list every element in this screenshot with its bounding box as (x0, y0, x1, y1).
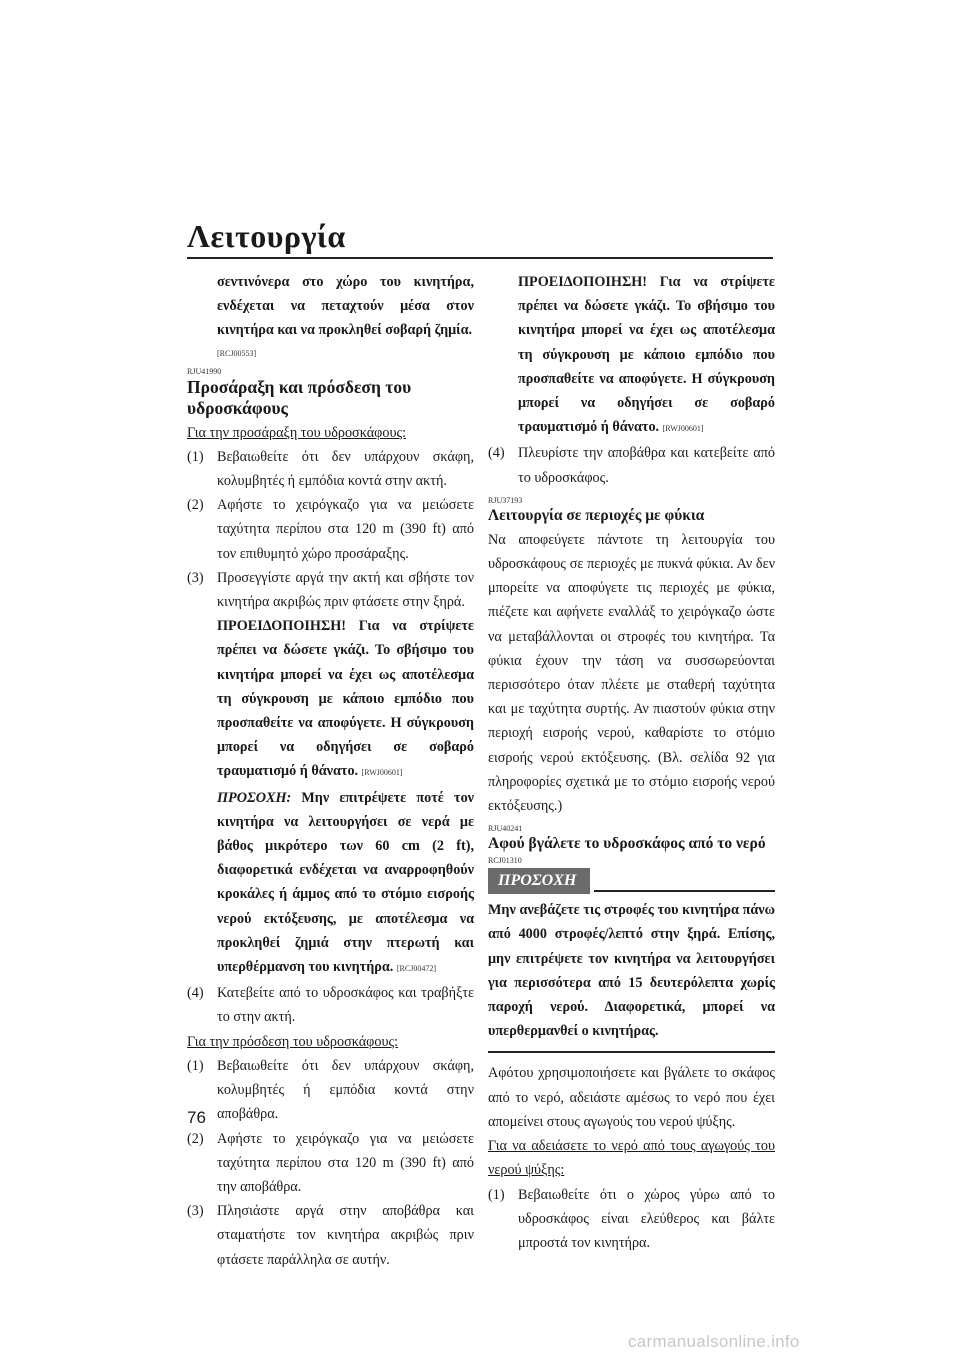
section3-code: RJU40241 (488, 824, 523, 834)
caution-code: RCJ01310 (488, 856, 522, 866)
section1-heading: Προσάραξη και πρόσδεση του υδροσκάφους (187, 376, 412, 418)
header-rule (187, 257, 773, 259)
after-use-body: Αφότου χρησιμοποιήσετε και βγάλετε το σκάφος από το νερό, αδειάστε αμέσως το νερό που έχει απομείνει στους αγωγούς του νερού ψύξης. (488, 1065, 775, 1130)
item-number: (3) (187, 569, 204, 586)
list-item (187, 1199, 474, 1272)
left-column (187, 270, 474, 1272)
list-item (488, 1183, 775, 1256)
intro-code: [RCJ00553] (217, 348, 257, 358)
warning-text: ΠΡΟΕΙΔΟΠΟΙΗΣΗ! Για να στρίψετε πρέπει να δώσετε γκάζι. Το σβήσιμο του κινητήρα μπορεί να έχει ως αποτέλεσμα τη σύγκρουση με κάποιο εμπόδιο που προσπαθείτε να αποφύγετε. Η σύγκρουση μπορεί να οδηγήσει σε σοβαρό τραυματισμό ή θάνατο. [RWJ00601] (217, 618, 474, 780)
item-number: (2) (187, 497, 204, 514)
item-number: (4) (488, 445, 505, 462)
item-text: Πλησιάστε αργά στην αποβάθρα και σταματήστε τον κινητήρα ακριβώς πριν φτάσετε παράλληλα σε αυτήν. (217, 1203, 474, 1268)
right-column (488, 270, 775, 1255)
intro-warning: σεντινόνερα στο χώρο του κινητήρα, ενδέχεται να πεταχτούν μέσα στον κινητήρα και να προκληθεί σοβαρή ζημία. (217, 274, 474, 339)
list-item (187, 1127, 474, 1200)
caution-rule-bottom (488, 1051, 775, 1053)
section3-heading: Αφού βγάλετε το υδροσκάφος από το νερό (488, 835, 766, 853)
item-text: Κατεβείτε από το υδροσκάφος και τραβήξτε το στην ακτή. (217, 985, 474, 1026)
list-item (488, 441, 775, 489)
warning-code: [RWJ00601] (361, 768, 403, 778)
dock-subheading: Για την πρόσδεση του υδροσκάφους: (187, 1033, 399, 1050)
caution-text: Μην ανεβάζετε τις στροφές του κινητήρα πάνω από 4000 στροφές/λεπτό στην ξηρά. Επίσης, μην επιτρέψετε τον κινητήρα να λειτουργήσει για περισσότερα από 15 δευτερόλεπτα χωρίς παροχή νερού. Διαφορετικά, μπορεί να υπερθερμανθεί ο κινητήρας. (488, 902, 775, 1040)
caution-rule-top (594, 890, 775, 892)
page-title: Λειτουργία (187, 218, 346, 254)
page-number: 76 (187, 1108, 206, 1127)
list-item (187, 445, 474, 493)
section2-heading: Λειτουργία σε περιοχές με φύκια (488, 506, 705, 524)
warning-code: [RWJ00601] (662, 424, 704, 434)
item-text: Προσεγγίστε αργά την ακτή και σβήστε τον κινητήρα ακριβώς πριν φτάσετε στην ξηρά. (217, 569, 474, 611)
item-text: Βεβαιωθείτε ότι ο χώρος γύρω από το υδροσκάφος είναι ελεύθερος και βάλτε μπροστά τον κινητήρα. (518, 1186, 775, 1251)
item-number: (3) (187, 1203, 204, 1220)
section2-code: RJU37193 (488, 495, 523, 505)
item-number: (1) (488, 1186, 505, 1203)
item-number: (2) (187, 1130, 204, 1147)
list-item (187, 566, 474, 981)
list-item (187, 1054, 474, 1127)
item-text: Αφήστε το χειρόγκαζο για να μειώσετε ταχύτητα περίπου στα 120 m (390 ft) από τον επιθυμητό χώρο προσάραξης. (217, 497, 474, 562)
notice-text: ΠΡΟΣΟΧΗ: Μην επιτρέψετε ποτέ τον κινητήρα να λειτουργήσει σε νερά με βάθος μικρότερο των 60 cm (2 ft), διαφορετικά ενδέχεται να αναρροφηθούν κροκάλες ή άμμος από το στόμιο εισροής νερού εκτόξευσης, με αποτέλεσμα να προκληθεί ζημιά στην πτερωτή και υπερθέρμανση του κινητήρα. [RCJ00472] (217, 789, 475, 976)
seaweed-body: Να αποφεύγετε πάντοτε τη λειτουργία του υδροσκάφους σε περιοχές με πυκνά φύκια. Αν δεν μπορείτε να αποφύγετε τις περιοχές με φύκια, πιέζετε και αφήνετε εναλλάξ το χειρόγκαζο ώστε να μεταβάλλονται οι στροφές του κινητήρα. Τα φύκια έχουν την τάση να συσσωρεύονται περισσότερο όταν πλέετε με σταθερή ταχύτητα και με ταχύτητα συρτής. Αν πιαστούν φύκια στην περιοχή εισροής νερού, καθαρίστε το στόμιο εισροής νερού εκτόξευσης. (Βλ. σελίδα 92 για πληροφορίες σχετικά με το στόμιο εισροής νερού εκτόξευσης.) (488, 531, 775, 815)
notice-label: ΠΡΟΣΟΧΗ: (217, 789, 292, 806)
item-text: Βεβαιωθείτε ότι δεν υπάρχουν σκάφη, κολυμβητές ή εμπόδια κοντά στην αποβάθρα. (217, 1057, 474, 1123)
item-text: Πλευρίστε την αποβάθρα και κατεβείτε από το υδροσκάφος. (518, 445, 775, 486)
item-number: (1) (187, 1057, 204, 1074)
item-text: Αφήστε το χειρόγκαζο για να μειώσετε ταχύτητα περίπου στα 120 m (390 ft) από την αποβάθρα. (217, 1130, 474, 1195)
list-item (187, 493, 474, 566)
dock-warning: ΠΡΟΕΙΔΟΠΟΙΗΣΗ! Για να στρίψετε πρέπει να δώσετε γκάζι. Το σβήσιμο του κινητήρα μπορεί να έχει ως αποτέλεσμα τη σύγκρουση με κάποιο εμπόδιο που προσπαθείτε να αποφύγετε. Η σύγκρουση μπορεί να οδηγήσει σε σοβαρό τραυματισμό ή θάνατο. [RWJ00601] (518, 274, 775, 436)
caution-header (488, 868, 775, 894)
item-text: Βεβαιωθείτε ότι δεν υπάρχουν σκάφη, κολυμβητές ή εμπόδια κοντά στην ακτή. (217, 448, 474, 490)
list-item (187, 981, 474, 1029)
watermark: carmanualsonline.info (628, 1332, 800, 1351)
section1-code: RJU41990 (187, 366, 222, 376)
beach-subheading: Για την προσάραξη του υδροσκάφους: (187, 424, 407, 441)
caution-badge: ΠΡΟΣΟΧΗ (488, 868, 590, 894)
item-number: (4) (187, 985, 204, 1002)
drain-subheading: Για να αδειάσετε το νερό από τους αγωγούς του νερού ψύξης: (488, 1138, 775, 1179)
notice-code: [RCJ00472] (396, 964, 437, 974)
item-number: (1) (187, 448, 204, 465)
